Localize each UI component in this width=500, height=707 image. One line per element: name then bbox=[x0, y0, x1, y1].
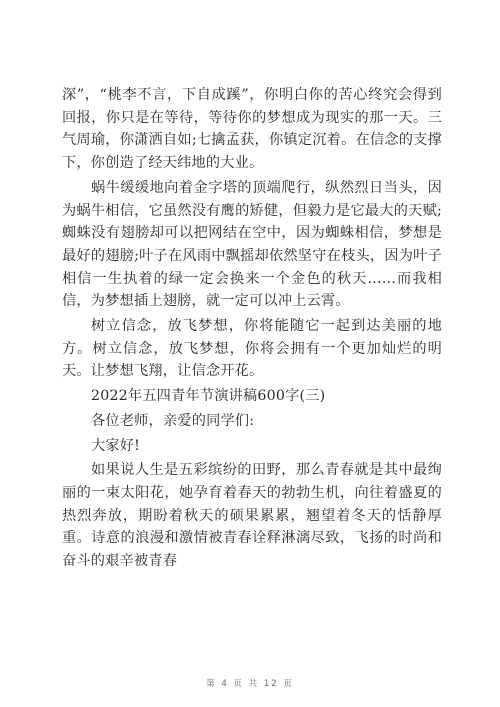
paragraph-belief: 树立信念，放飞梦想，你将能随它一起到达美丽的地方。树立信念，放飞梦想，你将会拥有一个更加灿烂的明天。让梦想飞翔，让信念开花。 bbox=[62, 318, 442, 380]
paragraph-snail: 蜗牛缓缓地向着金字塔的顶端爬行，纵然烈日当头，因为蜗牛相信，它虽然没有鹰的矫健，但毅力是它最大的天赋;蜘蛛没有翅膀却可以把网结在空中，因为蜘蛛相信，梦想是最好的翅膀;叶子在风雨中飘摇却依然坚守在枝头，因为叶子相信一生执着的绿一定会换来一个金色的秋天……而我相信，为梦想插上翅膀，就一定可以冲上云霄。 bbox=[62, 179, 442, 310]
page-footer: 第 4 页 共 12 页 bbox=[206, 679, 294, 689]
body-text bbox=[62, 84, 442, 573]
paragraph-youth: 如果说人生是五彩缤纷的田野，那么青春就是其中最绚丽的一束太阳花，她孕育着春天的勃勃生机，向往着盛夏的热烈奔放，期盼着秋天的硕果累累，翘望着冬天的恬静厚重。诗意的浪漫和激情被青春诠释淋漓尽致，飞扬的时尚和奋斗的艰辛被青春 bbox=[62, 462, 442, 570]
speech-heading: 2022年五四青年节演讲稿600字(三) bbox=[91, 388, 326, 405]
greeting: 大家好! bbox=[91, 437, 141, 454]
salutation: 各位老师，亲爱的同学们: bbox=[91, 412, 255, 429]
paragraph-continuation: 深”，“桃李不言，下自成蹊”，你明白你的苦心终究会得到回报，你只是在等待，等待你的梦想成为现实的那一天。三气周瑜，你潇洒自如;七擒孟获，你镇定沉着。在信念的支撑下，你创造了经天纬地的大业。 bbox=[62, 87, 442, 172]
